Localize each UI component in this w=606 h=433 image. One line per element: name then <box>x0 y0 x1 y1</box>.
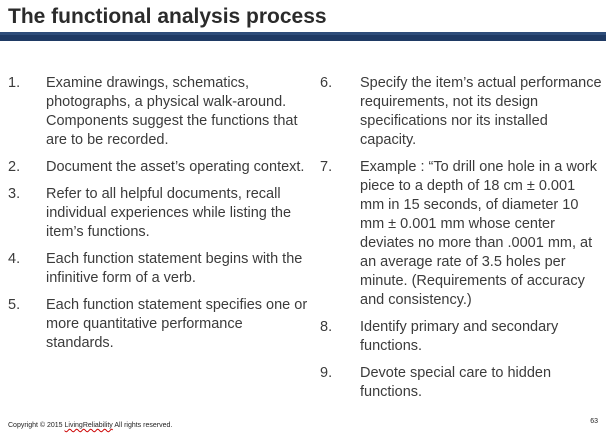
list-item <box>8 185 308 242</box>
list-item <box>320 74 602 150</box>
list-number: 7. <box>320 159 333 175</box>
right-column <box>320 74 602 410</box>
list-number: 6. <box>320 75 333 91</box>
list-number: 9. <box>320 365 333 381</box>
list-item <box>320 158 602 310</box>
list-text: Specify the item’s actual performance requirements, not its design specifications nor its installed capacity. <box>360 75 602 148</box>
list-item <box>8 296 308 353</box>
title-underline-bar <box>0 35 606 41</box>
list-number: 5. <box>8 297 21 313</box>
list-text: Document the asset’s operating context. <box>46 159 305 175</box>
list-item <box>320 318 602 356</box>
list-item <box>8 250 308 288</box>
copyright-notice <box>8 422 172 429</box>
list-item <box>320 364 602 402</box>
list-text: Examine drawings, schematics, photographs, a physical walk-around. Components suggest the functions that are to be recorded. <box>46 75 298 148</box>
list-text: Each function statement begins with the infinitive form of a verb. <box>46 251 303 286</box>
brand-name: LivingReliability <box>64 422 113 429</box>
list-item <box>8 74 308 150</box>
list-number: 4. <box>8 251 21 267</box>
copyright-prefix: Copyright © 2015 <box>8 422 65 429</box>
slide-title: The functional analysis process <box>8 5 327 28</box>
left-column <box>8 74 308 361</box>
list-text: Refer to all helpful documents, recall individual experiences while listing the item’s functions. <box>46 186 292 240</box>
list-number: 1. <box>8 75 21 91</box>
list-text: Example : “To drill one hole in a work piece to a depth of 18 cm ± 0.001 mm in 15 seconds, of diameter 10 mm ± 0.001 mm whose center deviates no more than .0001 mm, at an average rate of 3.5 holes per minute. (Requirements of accuracy and consistency.) <box>360 159 597 308</box>
list-number: 8. <box>320 319 333 335</box>
list-text: Devote special care to hidden functions. <box>360 365 552 400</box>
list-number: 3. <box>8 186 21 202</box>
copyright-suffix: All rights reserved. <box>112 422 173 429</box>
list-text: Each function statement specifies one or more quantitative performance standards. <box>46 297 308 351</box>
page-number: 63 <box>590 418 598 425</box>
list-number: 2. <box>8 159 21 175</box>
list-text: Identify primary and secondary functions. <box>360 319 559 354</box>
list-item <box>8 158 308 177</box>
